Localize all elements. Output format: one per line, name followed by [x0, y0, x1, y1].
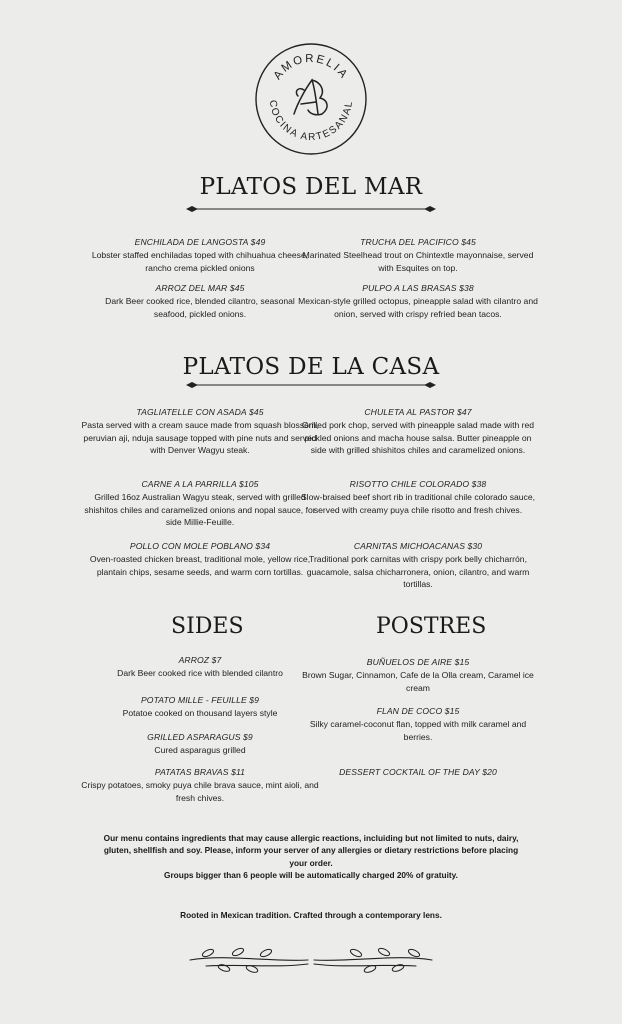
- laurel-branch-icon: [186, 940, 436, 980]
- svg-text:AMORELIA: [272, 53, 351, 82]
- item-name: ARROZ DEL MAR $45: [155, 283, 245, 293]
- item-desc: Cured asparagus grilled: [154, 745, 246, 756]
- svg-text:COCINA ARTESANAL: [267, 99, 355, 143]
- item-desc: Grilled pork chop, served with pineapple salad made with red pickled onions and macha house salsa. Butter pineapple on side with grilled shishitos chiles and caramelized onions.: [301, 420, 535, 456]
- item-name: ARROZ $7: [178, 655, 222, 665]
- menu-item: [95, 282, 305, 320]
- menu-item: [80, 731, 320, 757]
- menu-item: [298, 282, 538, 320]
- menu-item: [298, 236, 538, 274]
- item-desc: Marinated Steelhead trout on Chintextle mayonnaise, served with Esquites on top.: [302, 250, 534, 273]
- item-name: TAGLIATELLE CON ASADA $45: [136, 407, 264, 417]
- divider-mar-icon: [186, 204, 436, 214]
- item-name: POTATO MILLE - FEUILLE $9: [140, 695, 260, 705]
- item-name: DESSERT COCKTAIL OF THE DAY $20: [339, 767, 497, 777]
- menu-item: [80, 540, 320, 578]
- tagline: Rooted in Mexican tradition. Crafted through a contemporary lens.: [180, 910, 442, 920]
- section-title-sides: SIDES: [171, 614, 244, 639]
- item-name: RISOTTO CHILE COLORADO $38: [349, 479, 487, 489]
- item-desc: Silky caramel-coconut flan, topped with milk caramel and berries.: [309, 719, 527, 742]
- allergy-notice: [100, 832, 522, 881]
- menu-item: [298, 705, 538, 743]
- item-desc: Grilled 16oz Australian Wagyu steak, served with grilled shishitos chiles and caramelized onions and nopal sauce, for side Millie-Feuille.: [84, 492, 316, 528]
- item-desc: Oven-roasted chicken breast, traditional mole, yellow rice, plantain chips, sesame seeds, and warm corn tortillas.: [89, 554, 311, 577]
- item-name: PATATAS BRAVAS $11: [154, 767, 246, 777]
- item-name: ENCHILADA DE LANGOSTA $49: [134, 237, 266, 247]
- logo-brand-text: AMORELIA: [271, 52, 351, 83]
- item-desc: Dark Beer cooked rice with blended cilantro: [117, 668, 283, 679]
- item-desc: Mexican-style grilled octopus, pineapple salad with cilantro and onion, served with crispy refried bean tacos.: [298, 296, 538, 319]
- item-name: CARNITAS MICHOACANAS $30: [353, 541, 483, 551]
- gratuity-text: Groups bigger than 6 people will be automatically charged 20% of gratuity.: [164, 869, 458, 880]
- item-name: CARNE A LA PARRILLA $105: [141, 479, 259, 489]
- menu-item: [80, 766, 320, 804]
- logo-arc-text: COCINA ARTESANAL: [266, 99, 356, 144]
- amorelia-logo-icon: [254, 42, 368, 156]
- divider-casa-icon: [186, 380, 436, 390]
- item-name: FLAN DE COCO $15: [376, 706, 460, 716]
- item-desc: Traditional pork carnitas with crispy pork belly chicharrón, guacamole, salsa chicharronera, onion, cilantro, and warm tortillas.: [306, 554, 530, 590]
- menu-item: [80, 406, 320, 457]
- menu-item: [298, 478, 538, 516]
- item-name: CHULETA AL PASTOR $47: [364, 407, 472, 417]
- section-title-postres: POSTRES: [376, 614, 487, 639]
- item-desc: Brown Sugar, Cinnamon, Cafe de la Olla cream, Caramel ice cream: [302, 670, 534, 693]
- item-name: TRUCHA DEL PACIFICO $45: [360, 237, 476, 247]
- item-desc: Lobster staffed enchiladas toped with chihuahua cheese, rancho crema pickled onions: [91, 250, 309, 273]
- menu-item: [80, 236, 320, 274]
- item-name: POLLO CON MOLE POBLANO $34: [129, 541, 271, 551]
- item-name: BUÑUELOS DE AIRE $15: [366, 657, 470, 667]
- item-name: GRILLED ASPARAGUS $9: [147, 732, 253, 742]
- menu-item: [80, 654, 320, 680]
- section-title-casa: PLATOS DE LA CASA: [182, 354, 440, 380]
- menu-item: [298, 540, 538, 591]
- item-desc: Pasta served with a cream sauce made from squash blossom, peruvian aji, nduja sausage topped with pine nuts and served with Denver Wagyu steak.: [81, 420, 319, 456]
- allergy-text: Our menu contains ingredients that may cause allergic reactions, incluiding but not limited to nuts, dairy, gluten, shellfish and soy. Please, inform your server of any allergies or dietary restrictions before placing your order.: [103, 833, 519, 868]
- menu-item: [80, 478, 320, 529]
- menu-item: [298, 766, 538, 779]
- item-desc: Dark Beer cooked rice, blended cilantro, seasonal seafood, pickled onions.: [105, 296, 295, 319]
- menu-item: [298, 406, 538, 457]
- menu-item: [298, 656, 538, 694]
- item-desc: Crispy potatoes, smoky puya chile brava sauce, mint aioli, and fresh chives.: [81, 780, 319, 803]
- menu-item: [80, 694, 320, 720]
- item-desc: Potatoe cooked on thousand layers style: [122, 708, 278, 719]
- section-title-mar: PLATOS DEL MAR: [199, 174, 423, 200]
- item-name: PULPO A LAS BRASAS $38: [362, 283, 474, 293]
- item-desc: Slow-braised beef short rib in traditional chile colorado sauce, served with creamy puya chile risotto and fresh chives.: [300, 492, 536, 515]
